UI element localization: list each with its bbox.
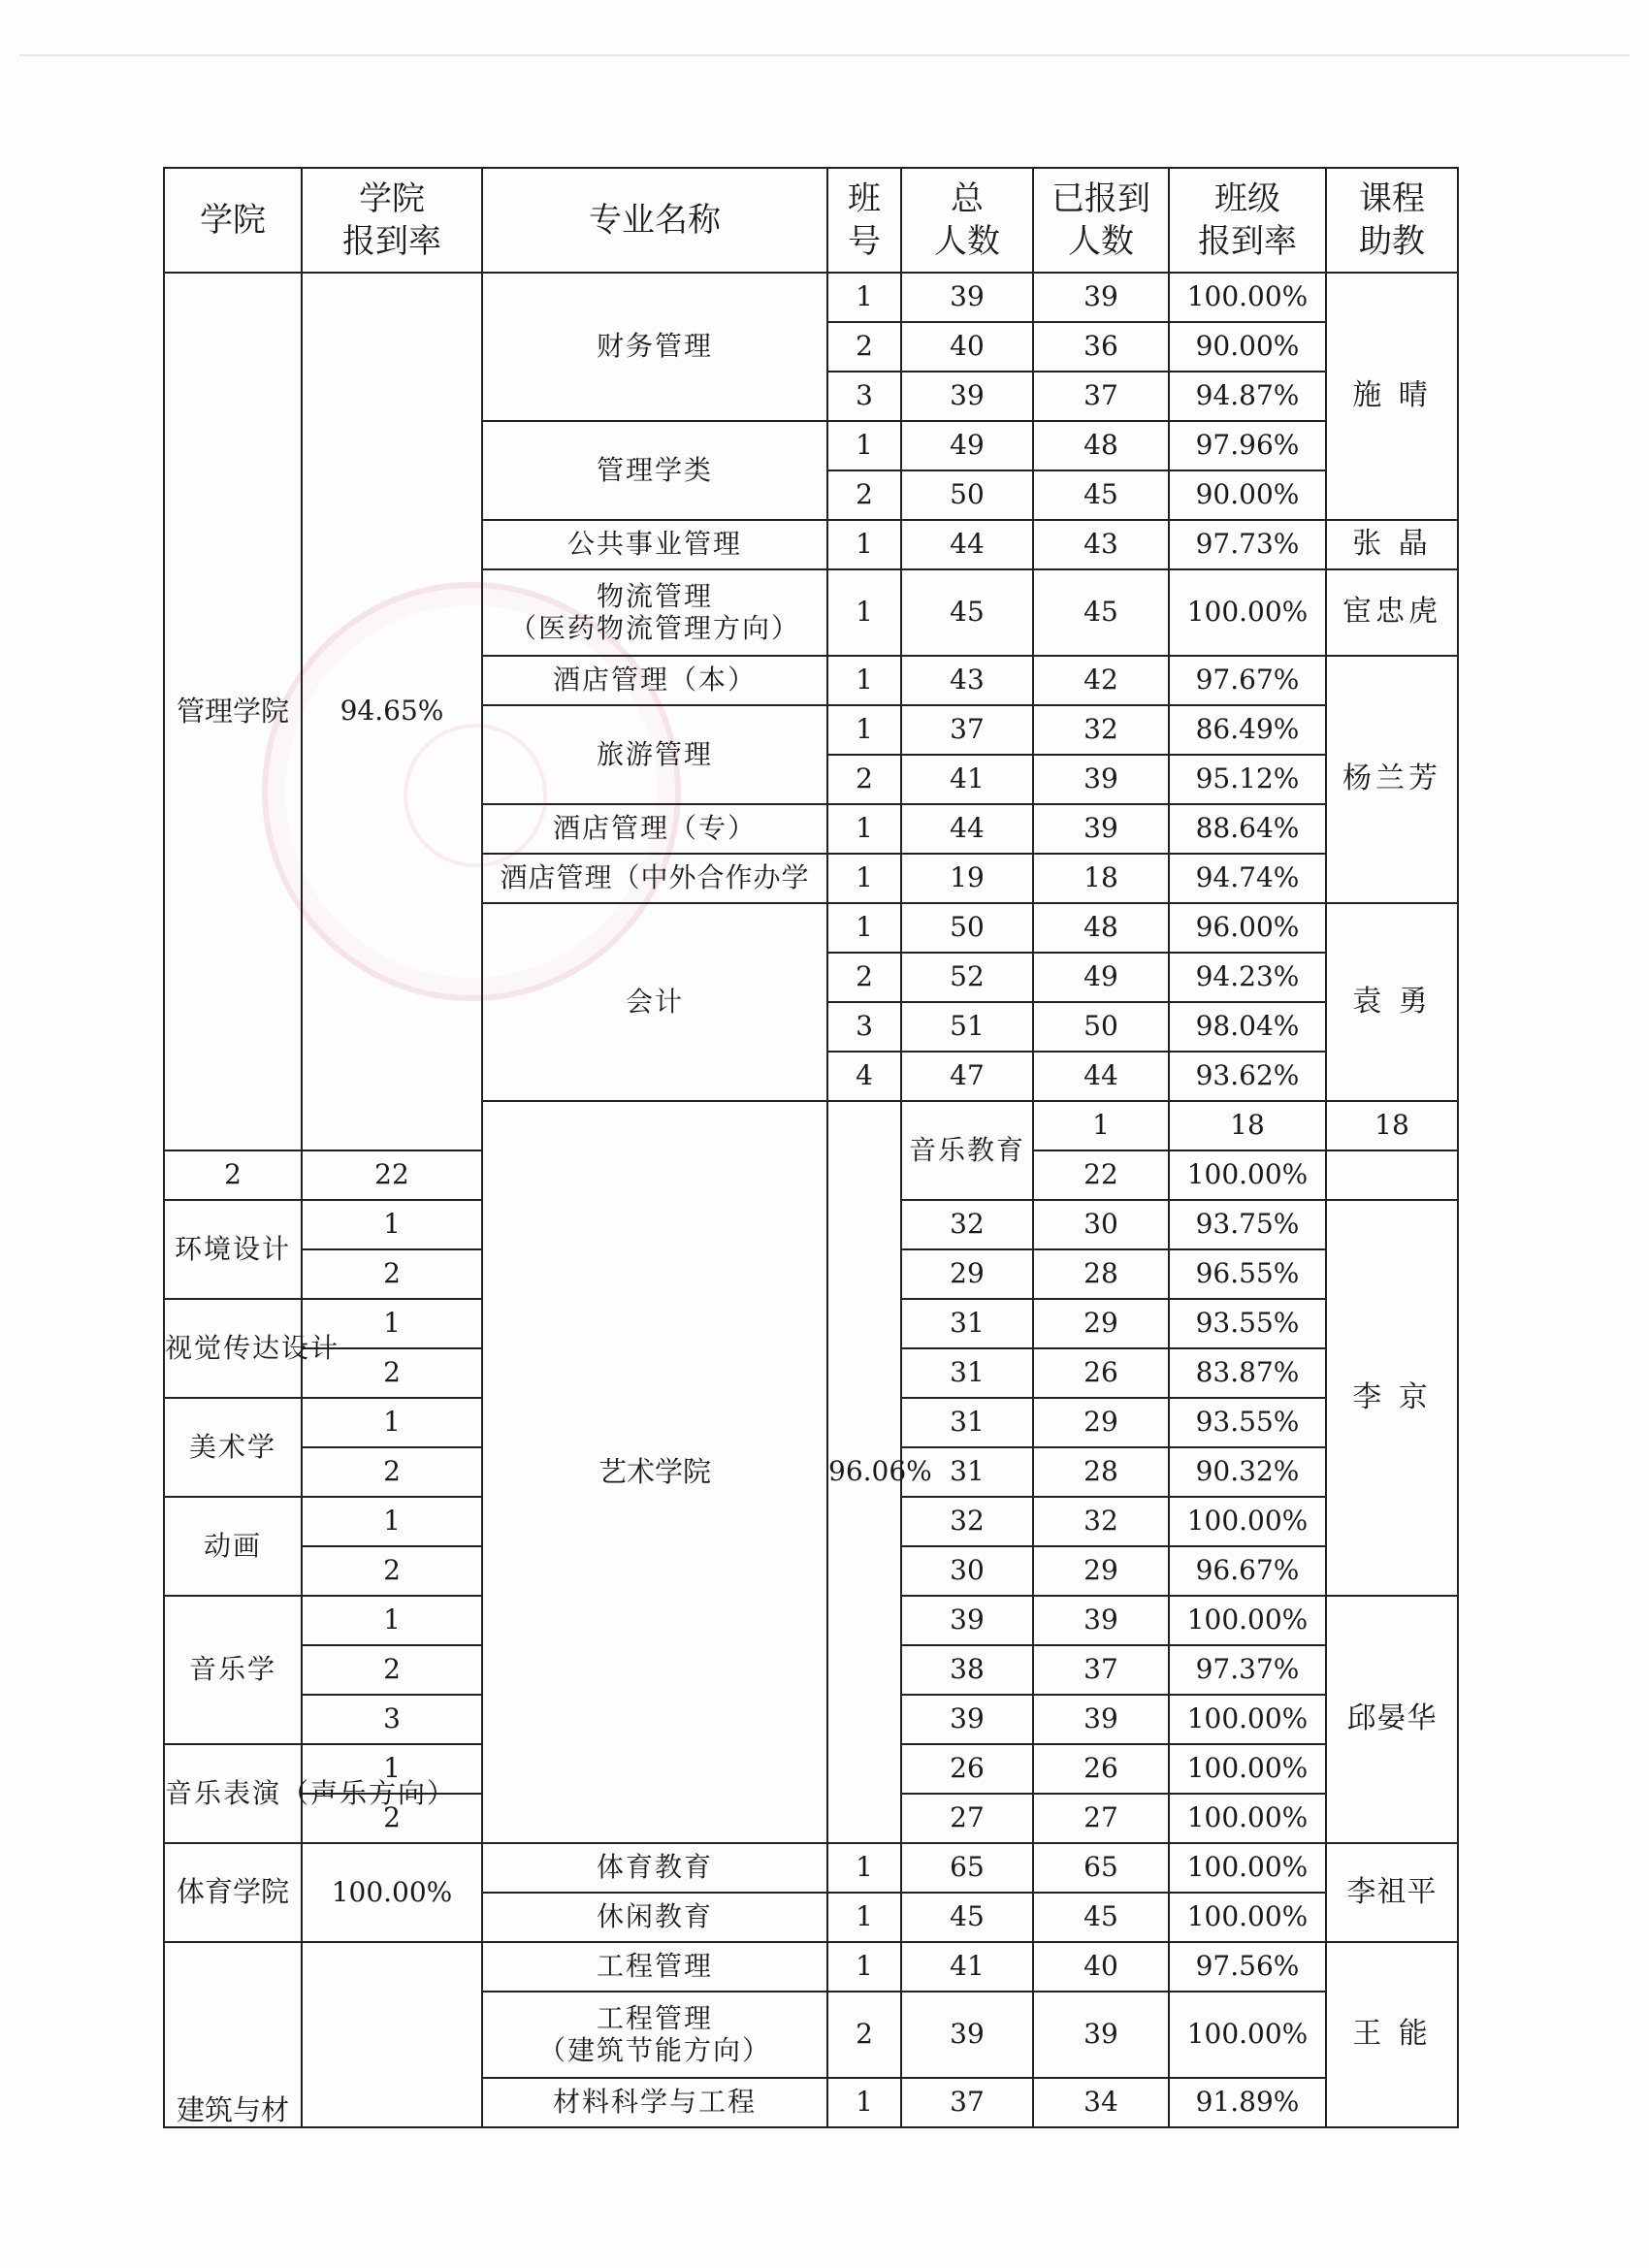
class-rate-cell: 94.23% (1169, 953, 1326, 1002)
total-cell: 29 (901, 1249, 1033, 1299)
registered-cell: 30 (1033, 1200, 1169, 1249)
class-rate-cell: 96.55% (1169, 1249, 1326, 1299)
class-no-cell: 1 (302, 1299, 482, 1348)
class-rate-cell: 88.64% (1169, 804, 1326, 854)
total-cell: 47 (901, 1052, 1033, 1101)
registered-cell: 36 (1033, 322, 1169, 372)
total-cell: 31 (901, 1299, 1033, 1348)
class-rate-cell: 96.67% (1169, 1546, 1326, 1596)
class-no-cell: 1 (827, 569, 901, 656)
assistant-cell: 张 晶 (1326, 520, 1458, 569)
total-cell: 39 (901, 1695, 1033, 1744)
class-no-cell: 2 (302, 1546, 482, 1596)
major-cell: 材料科学与工程 (482, 2078, 827, 2127)
class-no-cell: 1 (827, 273, 901, 322)
class-rate-cell: 100.00% (1169, 1150, 1326, 1200)
header-college: 学院 (164, 168, 302, 273)
major-cell: 体育教育 (482, 1843, 827, 1893)
class-rate-cell: 97.56% (1169, 1942, 1326, 1992)
class-no-cell: 4 (827, 1052, 901, 1101)
registered-cell: 28 (1033, 1447, 1169, 1497)
total-cell: 32 (901, 1497, 1033, 1546)
major-cell: 音乐教育 (901, 1101, 1033, 1200)
college-rate-cell: 100.00% (302, 1843, 482, 1942)
total-cell: 38 (901, 1645, 1033, 1695)
class-rate-cell: 95.12% (1169, 755, 1326, 804)
class-no-cell: 1 (302, 1744, 482, 1794)
table-row (164, 1942, 1458, 1992)
class-no-cell: 3 (302, 1695, 482, 1744)
total-cell: 52 (901, 953, 1033, 1002)
class-no-cell: 2 (164, 1150, 302, 1200)
class-no-cell: 2 (827, 470, 901, 520)
registered-cell: 29 (1033, 1299, 1169, 1348)
college-cell: 管理学院 (164, 273, 302, 1150)
registered-cell: 39 (1033, 804, 1169, 854)
total-cell: 18 (1169, 1101, 1326, 1150)
table-row (164, 1843, 1458, 1893)
major-cell: 环境设计 (164, 1200, 302, 1299)
assistant-cell: 杨兰芳 (1326, 656, 1458, 903)
registered-cell: 27 (1033, 1794, 1169, 1843)
total-cell: 19 (901, 854, 1033, 903)
registered-cell: 18 (1326, 1101, 1458, 1150)
total-cell: 39 (901, 372, 1033, 421)
registered-cell: 42 (1033, 656, 1169, 705)
total-cell: 31 (901, 1398, 1033, 1447)
registered-cell: 37 (1033, 1645, 1169, 1695)
total-cell: 31 (901, 1348, 1033, 1398)
registered-cell: 44 (1033, 1052, 1169, 1101)
total-cell: 39 (901, 1992, 1033, 2078)
total-cell: 39 (901, 1596, 1033, 1645)
major-cell: 工程管理 (482, 1942, 827, 1992)
total-cell: 41 (901, 755, 1033, 804)
assistant-cell: 李 京 (1326, 1200, 1458, 1596)
major-cell: 会计 (482, 903, 827, 1101)
class-no-cell: 1 (827, 804, 901, 854)
registered-cell: 32 (1033, 705, 1169, 755)
header-major: 专业名称 (482, 168, 827, 273)
major-cell: 音乐学 (164, 1596, 302, 1744)
assistant-cell: 袁 勇 (1326, 903, 1458, 1101)
class-no-cell: 2 (302, 1794, 482, 1843)
assistant-cell: 施 晴 (1326, 273, 1458, 520)
class-rate-cell: 90.32% (1169, 1447, 1326, 1497)
college-cell: 艺术学院 (482, 1101, 827, 1843)
class-rate-cell: 100.00% (1169, 569, 1326, 656)
class-no-cell: 2 (302, 1645, 482, 1695)
major-cell: 美术学 (164, 1398, 302, 1497)
class-no-cell: 1 (302, 1398, 482, 1447)
registered-cell: 39 (1033, 755, 1169, 804)
registered-cell: 39 (1033, 1695, 1169, 1744)
class-rate-cell: 83.87% (1169, 1348, 1326, 1398)
assistant-cell: 王 能 (1326, 1942, 1458, 2127)
header-class-rate: 班级 报到率 (1169, 168, 1326, 273)
total-cell: 44 (901, 804, 1033, 854)
major-cell: 旅游管理 (482, 705, 827, 804)
total-cell: 41 (901, 1942, 1033, 1992)
college-cell: 体育学院 (164, 1843, 302, 1942)
class-rate-cell: 91.89% (1169, 2078, 1326, 2127)
class-no-cell: 2 (827, 322, 901, 372)
major-cell: 工程管理 （建筑节能方向） (482, 1992, 827, 2078)
class-rate-cell: 86.49% (1169, 705, 1326, 755)
class-rate-cell: 93.55% (1169, 1398, 1326, 1447)
total-cell: 27 (901, 1794, 1033, 1843)
total-cell: 31 (901, 1447, 1033, 1497)
class-no-cell: 1 (827, 520, 901, 569)
class-no-cell: 1 (827, 705, 901, 755)
registered-cell: 49 (1033, 953, 1169, 1002)
class-no-cell: 3 (827, 372, 901, 421)
total-cell: 37 (901, 705, 1033, 755)
class-rate-cell: 100.00% (1169, 273, 1326, 322)
total-cell: 50 (901, 470, 1033, 520)
class-rate-cell: 100.00% (1169, 1893, 1326, 1942)
total-cell: 22 (302, 1150, 482, 1200)
registered-cell: 26 (1033, 1348, 1169, 1398)
major-cell: 酒店管理（本） (482, 656, 827, 705)
class-rate-cell: 93.75% (1169, 1200, 1326, 1249)
major-cell: 酒店管理（中外合作办学 (482, 854, 827, 903)
class-rate-cell: 94.74% (1169, 854, 1326, 903)
major-cell: 音乐表演（声乐方向） (164, 1744, 302, 1843)
total-cell: 26 (901, 1744, 1033, 1794)
total-cell: 45 (901, 1893, 1033, 1942)
header-row (164, 168, 1458, 273)
class-rate-cell: 100.00% (1169, 1843, 1326, 1893)
total-cell: 39 (901, 273, 1033, 322)
major-cell: 公共事业管理 (482, 520, 827, 569)
class-no-cell: 2 (302, 1348, 482, 1398)
class-no-cell: 1 (302, 1200, 482, 1249)
header-assistant: 课程 助教 (1326, 168, 1458, 273)
class-no-cell: 1 (827, 421, 901, 470)
class-no-cell: 1 (827, 1843, 901, 1893)
class-rate-cell: 90.00% (1169, 470, 1326, 520)
total-cell: 32 (901, 1200, 1033, 1249)
total-cell: 49 (901, 421, 1033, 470)
registered-cell: 39 (1033, 1992, 1169, 2078)
registered-cell: 29 (1033, 1398, 1169, 1447)
class-rate-cell: 100.00% (1169, 1497, 1326, 1546)
total-cell: 45 (901, 569, 1033, 656)
total-cell: 65 (901, 1843, 1033, 1893)
class-no-cell: 2 (827, 1992, 901, 2078)
major-cell: 视觉传达设计 (164, 1299, 302, 1398)
registered-cell: 28 (1033, 1249, 1169, 1299)
class-rate-cell: 94.87% (1169, 372, 1326, 421)
class-rate-cell: 100.00% (1169, 1596, 1326, 1645)
registered-cell: 45 (1033, 1893, 1169, 1942)
major-cell: 物流管理 （医药物流管理方向） (482, 569, 827, 656)
registered-cell: 65 (1033, 1843, 1169, 1893)
major-cell: 财务管理 (482, 273, 827, 421)
scan-edge-line (19, 54, 1630, 56)
class-rate-cell: 97.37% (1169, 1645, 1326, 1695)
registered-cell: 45 (1033, 470, 1169, 520)
class-rate-cell: 93.55% (1169, 1299, 1326, 1348)
class-rate-cell: 100.00% (1169, 1794, 1326, 1843)
class-no-cell: 1 (827, 1893, 901, 1942)
table-row (164, 273, 1458, 322)
college-rate-cell: 94.65% (302, 273, 482, 1150)
class-no-cell: 1 (827, 1942, 901, 1992)
class-rate-cell: 93.62% (1169, 1052, 1326, 1101)
major-cell: 休闲教育 (482, 1893, 827, 1942)
class-no-cell: 1 (827, 903, 901, 953)
class-no-cell: 3 (827, 1002, 901, 1052)
registered-cell: 48 (1033, 421, 1169, 470)
registered-cell: 22 (1033, 1150, 1169, 1200)
registered-cell: 26 (1033, 1744, 1169, 1794)
class-no-cell: 1 (827, 2078, 901, 2127)
total-cell: 44 (901, 520, 1033, 569)
header-total: 总 人数 (901, 168, 1033, 273)
registered-cell: 50 (1033, 1002, 1169, 1052)
registered-cell: 37 (1033, 372, 1169, 421)
total-cell: 40 (901, 322, 1033, 372)
college-cell (164, 1942, 302, 2127)
total-cell: 51 (901, 1002, 1033, 1052)
major-cell: 酒店管理（专） (482, 804, 827, 854)
registered-cell: 18 (1033, 854, 1169, 903)
college-rate-cell: 96.06% (827, 1101, 901, 1843)
class-rate-cell: 97.67% (1169, 656, 1326, 705)
class-no-cell: 1 (302, 1596, 482, 1645)
registered-cell: 32 (1033, 1497, 1169, 1546)
header-registered: 已报到 人数 (1033, 168, 1169, 273)
registered-cell: 34 (1033, 2078, 1169, 2127)
total-cell: 50 (901, 903, 1033, 953)
registration-table (163, 167, 1459, 2128)
class-no-cell: 1 (1033, 1101, 1169, 1150)
registered-cell: 40 (1033, 1942, 1169, 1992)
class-rate-cell: 96.00% (1169, 903, 1326, 953)
class-rate-cell: 100.00% (1169, 1744, 1326, 1794)
registered-cell: 45 (1033, 569, 1169, 656)
total-cell: 43 (901, 656, 1033, 705)
total-cell: 37 (901, 2078, 1033, 2127)
class-rate-cell: 100.00% (1169, 1695, 1326, 1744)
class-no-cell: 2 (827, 755, 901, 804)
class-rate-cell: 90.00% (1169, 322, 1326, 372)
major-cell: 管理学类 (482, 421, 827, 520)
class-rate-cell: 97.96% (1169, 421, 1326, 470)
total-cell: 30 (901, 1546, 1033, 1596)
class-rate-cell: 100.00% (1169, 1992, 1326, 2078)
header-class-no: 班 号 (827, 168, 901, 273)
class-no-cell: 1 (302, 1497, 482, 1546)
class-no-cell: 2 (302, 1447, 482, 1497)
class-no-cell: 1 (827, 656, 901, 705)
assistant-cell: 邱晏华 (1326, 1596, 1458, 1843)
class-rate-cell: 98.04% (1169, 1002, 1326, 1052)
college-rate-cell (302, 1942, 482, 2127)
registered-cell: 39 (1033, 273, 1169, 322)
assistant-cell: 宦忠虎 (1326, 569, 1458, 656)
class-no-cell: 2 (302, 1249, 482, 1299)
class-no-cell: 2 (827, 953, 901, 1002)
major-cell: 动画 (164, 1497, 302, 1596)
class-rate-cell: 97.73% (1169, 520, 1326, 569)
assistant-cell: 李祖平 (1326, 1843, 1458, 1942)
class-no-cell: 1 (827, 854, 901, 903)
registered-cell: 29 (1033, 1546, 1169, 1596)
registered-cell: 43 (1033, 520, 1169, 569)
header-college-rate: 学院 报到率 (302, 168, 482, 273)
registered-cell: 39 (1033, 1596, 1169, 1645)
college-name-truncated: 建筑与材 (176, 2092, 289, 2126)
registered-cell: 48 (1033, 903, 1169, 953)
